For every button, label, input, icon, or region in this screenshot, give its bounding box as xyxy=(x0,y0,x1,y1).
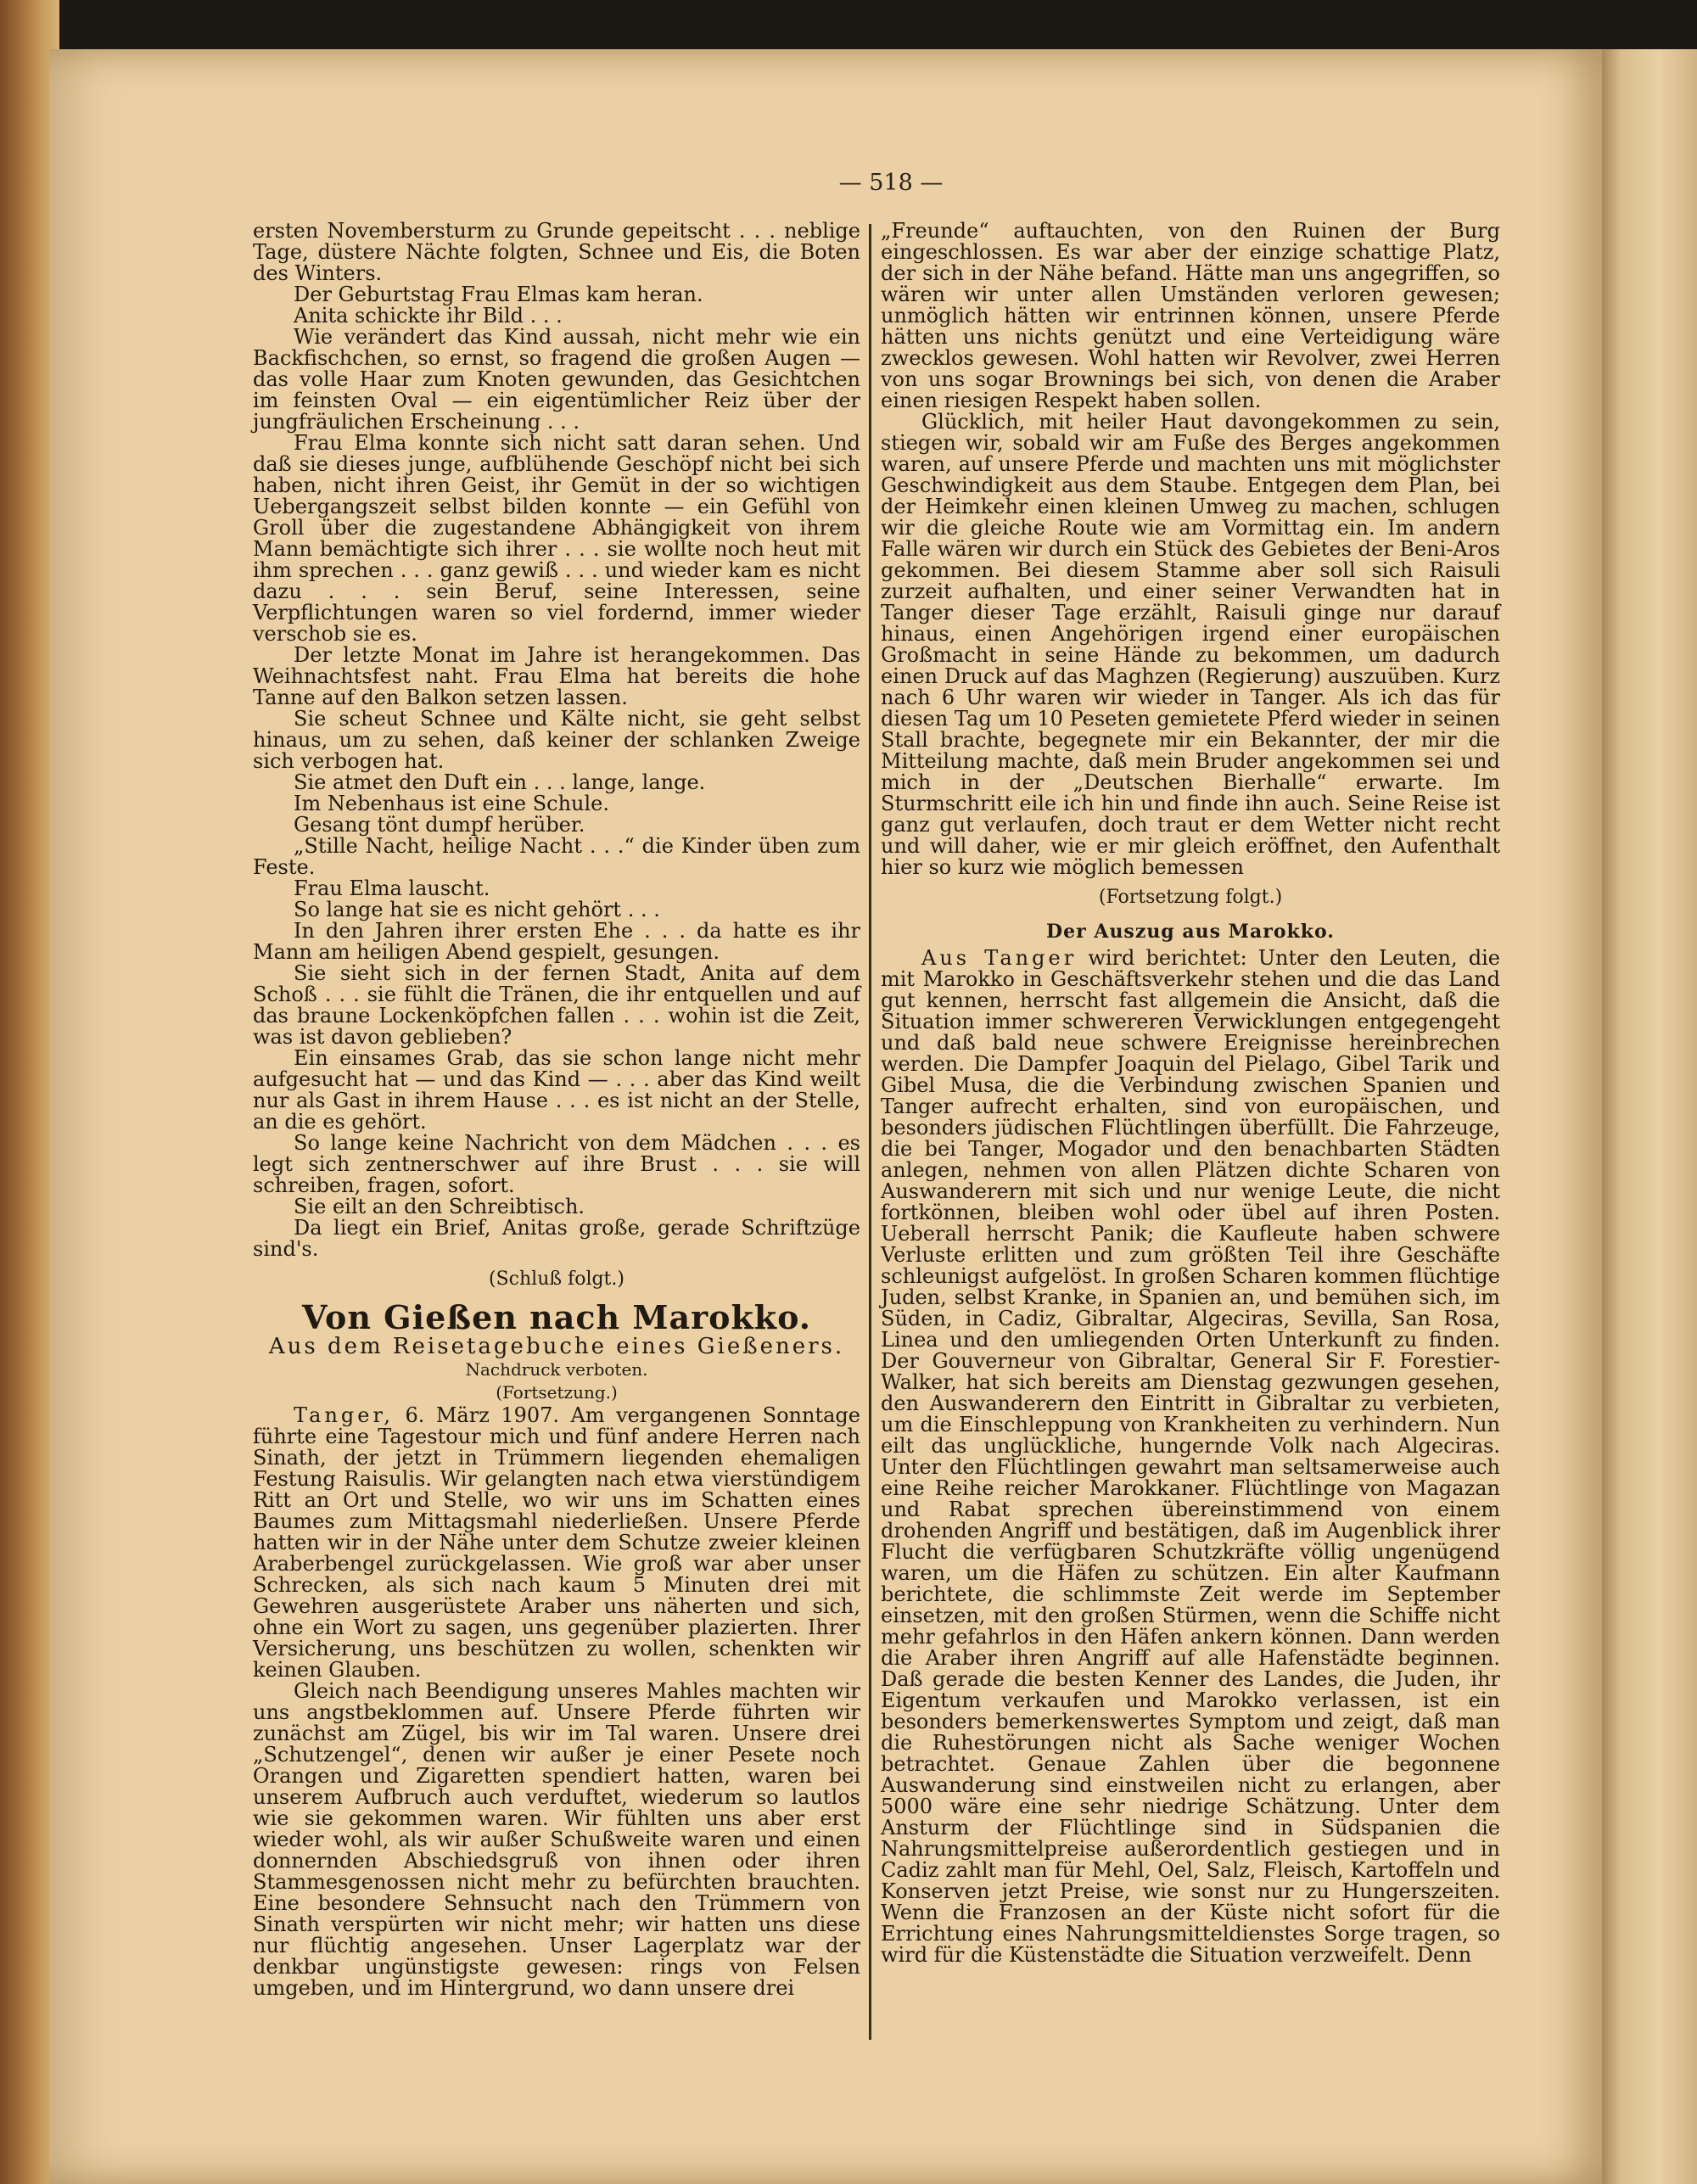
story-paragraph: Der letzte Monat im Jahre ist herangekommen. Das Weihnachtsfest naht. Frau Elma hat bereits die hohe Tanne auf den Balkon setzen lassen. xyxy=(253,643,860,709)
story-paragraph: Wie verändert das Kind aussah, nicht mehr wie ein Backfischchen, so ernst, so fragend die großen Augen — das volle Haar zum Knoten gewunden, das Gesichtchen im feinsten Oval — ein eigentümlicher Reiz über der jungfräulichen Erscheinung . . . xyxy=(253,325,860,434)
right-column xyxy=(881,221,1500,1966)
story-paragraph: ersten Novembersturm zu Grunde gepeitscht . . . neblige Tage, düstere Nächte folgten, Schnee und Eis, die Boten des Winters. xyxy=(253,219,860,285)
page-number: — 518 — xyxy=(838,170,944,196)
article-paragraph: „Freunde“ auftauchten, von den Ruinen der Burg eingeschlossen. Es war aber der einzige schattige Platz, der sich in der Nähe befand. Hätte man uns angegriffen, so wären wir unter allen Umständen verloren gewesen; unmöglich hätten wir entrinnen können, unsere Pferde hätten uns nichts genützt und eine Verteidigung wäre zwecklos gewesen. Wohl hatten wir Revolver, zwei Herren von uns sogar Brownings bei sich, von denen die Araber einen riesigen Respekt haben sollen. xyxy=(881,219,1500,412)
article-paragraph: Gleich nach Beendigung unseres Mahles machten wir uns angstbeklommen auf. Unsere Pferde führten wir zunächst am Zügel, bis wir im Tal waren. Unsere drei „Schutzengel“, denen wir außer je einer Pesete noch Orangen und Zigaretten spendiert hatten, waren bei unserem Aufbruch auch verduftet, wiederum so lautlos wie sie gekommen waren. Wir fühlten uns aber erst wieder wohl, als wir außer Schußweite waren und einen donnernden Abschiedsgruß von ihnen oder ihren Stammesgenossen nicht mehr zu befürchten brauchten. Eine besondere Sehnsucht nach den Trümmern von Sinath verspürten wir nicht mehr; wir hatten uns diese nur flüchtig angesehen. Unser Lagerplatz war der denkbar ungünstigste gewesen: rings von Felsen umgeben, und im Hintergrund, wo dann unsere drei xyxy=(253,1679,860,2000)
story-paragraph: Der Geburtstag Frau Elmas kam heran. xyxy=(294,283,703,306)
story-paragraph: Sie sieht sich in der fernen Stadt, Anita auf dem Schoß . . . sie fühlt die Tränen, die ihr entquellen und auf das braune Lockenköpfchen fallen . . . wohin ist die Zeit, was ist davon geblieben? xyxy=(253,961,860,1049)
story-paragraph: Da liegt ein Brief, Anitas große, gerade Schriftzüge sind's. xyxy=(253,1216,860,1261)
story-paragraph: So lange keine Nachricht von dem Mädchen . . . es legt sich zentnerschwer auf ihre Brust . . . sie will schreiben, fragen, sofort. xyxy=(253,1131,860,1197)
continuation-note: (Fortsetzung.) xyxy=(496,1382,618,1403)
article-dateline: Tanger, xyxy=(294,1403,394,1427)
left-column xyxy=(253,221,860,1999)
article2-paragraph: wird berichtet: Unter den Leuten, die mit Marokko in Geschäftsverkehr stehen und die das Land gut kennen, herrscht fast allgemein die Ansicht, daß die Situation immer schwereren Verwicklungen entgegengeht und daß bald neue schwere Ereignisse hereinbrechen werden. Die Dampfer Joaquin del Pielago, Gibel Tarik und Gibel Musa, die die Verbindung zwischen Spanien und Tanger aufrecht erhalten, sind von europäischen, und besonders jüdischen Flüchtlingen überfüllt. Die Fahrzeuge, die bei Tanger, Mogador und den benachbarten Städten anlegen, nehmen von allen Plätzen dichte Scharen von Auswanderern mit sich und nur wenige Leute, die nicht fortkönnen, bleiben wohl oder übel auf ihren Posten. Ueberall herrscht Panik; die Kaufleute haben schwere Verluste erlitten und zum größten Teil ihre Geschäfte schleunigst aufgelöst. In großen Scharen kommen flüchtige Juden, selbst Kranke, in Spanien an, und bemühen sich, im Süden, in Cadiz, Gibraltar, Algeciras, Sevilla, San Rosa, Linea und den umliegenden Orten Unterkunft zu finden. Der Gouverneur von Gibraltar, General Sir F. Forestier-Walker, hat sich bereits am Dienstag gezwungen gesehen, den Auswanderern den Eintritt in Gibraltar zu verbieten, um die Einschleppung von Krankheiten zu verhindern. Nun eilt das unglückliche, hungernde Volk nach Algeciras. Unter den Flüchtlingen gewahrt man seltsamerweise auch eine Reihe reicher Marokkaner. Flüchtlinge von Magazan und Rabat sprechen übereinstimmend von einem drohenden Angriff und bestätigen, daß im Augenblick ihrer Flucht die verfügbaren Schutzkräfte völlig ungenügend waren, um die Häfen zu schützen. Ein alter Kaufmann berichtete, die schlimmste Zeit werde im September einsetzen, mit den großen Stürmen, wenn die Schiffe nicht mehr gefahrlos in den Häfen ankern können. Dann werden die Araber ihren Angriff auf alle Hafenstädte beginnen. Daß gerade die besten Kenner des Landes, die Juden, ihr Eigentum verkaufen und Marokko verlassen, ist ein besonders bemerkenswertes Symptom und zeigt, daß man die Ruhestörungen nicht als Sache weniger Wochen betrachtet. Genaue Zahlen über die begonnene Auswanderung sind einstweilen nicht zu erlangen, aber 5000 wäre eine sehr niedrige Schätzung. Unter dem Ansturm der Flüchtlinge sind in Südspanien die Nahrungsmittelpreise außerordentlich gestiegen und in Cadiz zahlt man für Mehl, Oel, Salz, Fleisch, Kartoffeln und Konserven jetzt Preise, wie sonst nur zu Hungerszeiten. Wenn die Franzosen an der Küste nicht sofort für die Errichtung eines Nahrungsmitteldienstes Sorge tragen, so wird für die Küstenstädte die Situation verzweifelt. Denn xyxy=(881,946,1500,1967)
article-subtitle: Aus dem Reisetagebuche eines Gießeners. xyxy=(268,1334,845,1359)
article-title: Von Gießen nach Marokko. xyxy=(301,1298,812,1336)
article2-dateline: Aus Tanger xyxy=(921,946,1078,970)
story-paragraph: „Stille Nacht, heilige Nacht . . .“ die Kinder üben zum Feste. xyxy=(253,834,860,879)
story-paragraph: Gesang tönt dumpf herüber. xyxy=(294,813,585,837)
story-paragraph: Frau Elma lauscht. xyxy=(294,876,490,900)
story-paragraph: Ein einsames Grab, das sie schon lange nicht mehr aufgesucht hat — und das Kind — . . . aber das Kind weilt nur als Gast in ihrem Hause . . . es ist nicht an der Stelle, an die es gehört. xyxy=(253,1046,860,1134)
continuation-note: (Fortsetzung folgt.) xyxy=(1098,887,1283,908)
article-paragraph: Glücklich, mit heiler Haut davongekommen zu sein, stiegen wir, sobald wir am Fuße des Berges angekommen waren, auf unsere Pferde und machten uns mit möglichster Geschwindigkeit aus dem Staube. Entgegen dem Plan, bei der Heimkehr einen kleinen Umweg zu machen, schlugen wir die gleiche Route wie am Vormittag ein. Im andern Falle wären wir durch ein Stück des Gebietes der Beni-Aros gekommen. Bei diesem Stamme aber soll sich Raisuli zurzeit aufhalten, und einer seiner Verwandten hat in Tanger dieser Tage erzählt, Raisuli ginge nur darauf hinaus, einen Angehörigen irgend einer europäischen Großmacht in seine Hände zu bekommen, um dadurch einen Druck auf das Maghzen (Regierung) auszuüben. Kurz nach 6 Uhr waren wir wieder in Tanger. Als ich das für diesen Tag um 10 Peseten gemietete Pferd wieder in seinen Stall brachte, begegnete mir ein Bekannter, der mir die Mitteilung machte, daß mein Bruder angekommen sei und mich in der „Deutschen Bierhalle“ erwarte. Im Sturmschritt eile ich hin und finde ihn auch. Seine Reise ist ganz gut verlaufen, doch traut er dem Wetter nicht recht und will daher, wie er mir gleich eröffnet, den Aufenthalt hier so kurz wie möglich bemessen xyxy=(881,410,1500,879)
next-page-edge xyxy=(1602,49,1697,2184)
story-continuation-note: (Schluß folgt.) xyxy=(489,1268,624,1290)
story-paragraph: In den Jahren ihrer ersten Ehe . . . da hatte es ihr Mann am heiligen Abend gespielt, gesungen. xyxy=(253,919,860,964)
story-paragraph: Sie atmet den Duft ein . . . lange, lange. xyxy=(294,770,706,794)
story-paragraph: Anita schickte ihr Bild . . . xyxy=(294,304,563,328)
story-paragraph: Frau Elma konnte sich nicht satt daran sehen. Und daß sie dieses junge, aufblühende Geschöpf nicht bei sich haben, nicht ihren Geist, ihr Gemüt in der so wichtigen Uebergangszeit selbst bilden konnte — ein Gefühl von Groll über die zugestandene Abhängigkeit von ihrem Mann bemächtigte sich ihrer . . . sie wollte noch heut mit ihm sprechen . . . ganz gewiß . . . und wieder kam es nicht dazu . . . sein Beruf, seine Interessen, seine Verpflichtungen waren so viel fordernd, immer wieder verschob sie es. xyxy=(253,431,860,646)
reprint-note: Nachdruck verboten. xyxy=(465,1359,648,1380)
story-paragraph: So lange hat sie es nicht gehört . . . xyxy=(294,898,660,921)
article2-title: Der Auszug aus Marokko. xyxy=(1046,921,1335,943)
column-rule xyxy=(869,224,871,2040)
story-paragraph: Sie eilt an den Schreibtisch. xyxy=(294,1195,585,1218)
story-paragraph: Sie scheut Schnee und Kälte nicht, sie geht selbst hinaus, um zu sehen, daß keiner der schlanken Zweige sich verbogen hat. xyxy=(253,707,860,773)
story-paragraph: Im Nebenhaus ist eine Schule. xyxy=(294,792,609,815)
article-paragraph: 6. März 1907. Am vergangenen Sonntage führte eine Tagestour mich und fünf andere Herren nach Sinath, der jetzt in Trümmern liegenden ehemaligen Festung Raisulis. Wir gelangten nach etwa vierstündigem Ritt an Ort und Stelle, wo wir uns im Schatten eines Baumes zum Mittagsmahl niederließen. Unsere Pferde hatten wir in der Nähe unter dem Schutze zweier kleinen Araberbengel zurückgelassen. Wie groß war aber unser Schrecken, als sich nach kaum 5 Minuten drei mit Gewehren ausgerüstete Araber uns näherten und sich, ohne ein Wort zu sagen, uns gegenüber plazierten. Ihrer Versicherung, uns beschützen zu wollen, schenkten wir keinen Glauben. xyxy=(253,1403,860,1682)
